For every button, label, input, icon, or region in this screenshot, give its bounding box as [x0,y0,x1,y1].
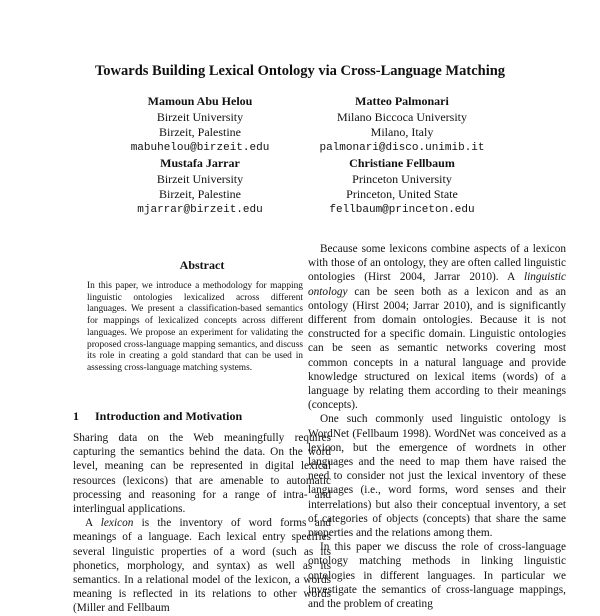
text-run: Because some lexicons combine aspects of a lexicon with those of an ontology, they are often called linguistic ontologies (Hirst 2004, Jarrar 2010). A [308,243,566,284]
author-affiliation: Birzeit University [156,109,244,124]
author-name: Mamoun Abu Helou [147,94,253,108]
author-email: fellbaum@princeton.edu [329,203,475,216]
author-location: Milano, Italy [370,125,434,139]
author-name: Mustafa Jarrar [160,156,240,170]
author-email: mabuhelou@birzeit.edu [130,141,270,154]
author-name: Christiane Fellbaum [349,156,455,170]
paragraph: One such commonly used linguistic ontology is WordNet (Fellbaum 1998). WordNet was conceived as a lexicon, but the emergence of wordnets in other languages and the need to map them have raised the need to consider not just the lexical inventory of these languages (i.e., word forms, word senses and their interrelations) but also their conceptual inventory, a set of categories of objects (concepts) that share the same properties and the relations among them. [308,413,566,540]
abstract-heading: Abstract [179,258,225,272]
author-affiliation: Princeton University [352,171,452,186]
author-email: mjarrar@birzeit.edu [137,203,263,216]
author-block-4 [282,156,522,218]
author-name: Matteo Palmonari [355,94,449,108]
text-run: A [85,517,101,530]
section-title: Introduction and Motivation [95,409,243,423]
left-column-body [73,431,331,616]
right-column-body [308,242,566,611]
author-location: Birzeit, Palestine [159,187,241,201]
author-location: Birzeit, Palestine [159,125,241,139]
text-run: can be seen both as a lexicon and as an ontology (Hirst 2004; Jarrar 2010), and is significantly different from domain ontologies. Because it is not constructed for a specific domain. Linguistic ontologies can be seen as semantic networks covering most common concepts in a natural language and provide knowledge structured on lexical items (words) of a language by relating them according to their meanings (concepts). [308,285,566,412]
paper-title: Towards Building Lexical Ontology via Cross-Language Matching [94,63,506,79]
emphasized-term: lexicon [100,517,134,530]
author-affiliation: Birzeit University [156,171,244,186]
paragraph [73,516,331,615]
author-email: palmonari@disco.unimib.it [319,141,485,154]
emphasized-term: linguistic ontology [308,271,566,298]
author-location: Princeton, United State [346,187,458,201]
section-number: 1 [73,409,79,423]
paragraph: Sharing data on the Web meaningfully requires capturing the semantics behind the data. On the word level, meaning can be represented in digital lexical resources (lexicons) that are amenable to automatic processing and reasoning for a range of intra- and interlingual applications. [73,432,331,516]
author-block-2 [282,94,522,156]
text-run: is the inventory of word forms and meanings of a language. Each lexical entry specifies several linguistic properties of a word (such as its phonetics, morphology, and syntax) as well as its semantics. In a relational model of the lexicon, a words meaning is reflected in its relations to other words (Miller and Fellbaum [73,517,331,615]
section-heading [73,409,331,424]
author-affiliation: Milano Biccoca University [337,109,467,124]
paragraph [308,242,566,412]
abstract-text: In this paper, we introduce a methodology for mapping linguistic ontologies lexicalized across different languages. We present a classification-based semantics for mappings of lexicalized concepts across different languages. We propose an experiment for validating the proposed cross-language mapping semantics, and discuss its role in creating a gold standard that can be used in assessing cross-language matching systems. [87,281,303,373]
paragraph: In this paper we discuss the role of cross-language ontology matching methods in linking linguistic ontologies in different languages. In particular we investigate the semantics of cross-language mappings, and the problem of creating [308,541,566,611]
